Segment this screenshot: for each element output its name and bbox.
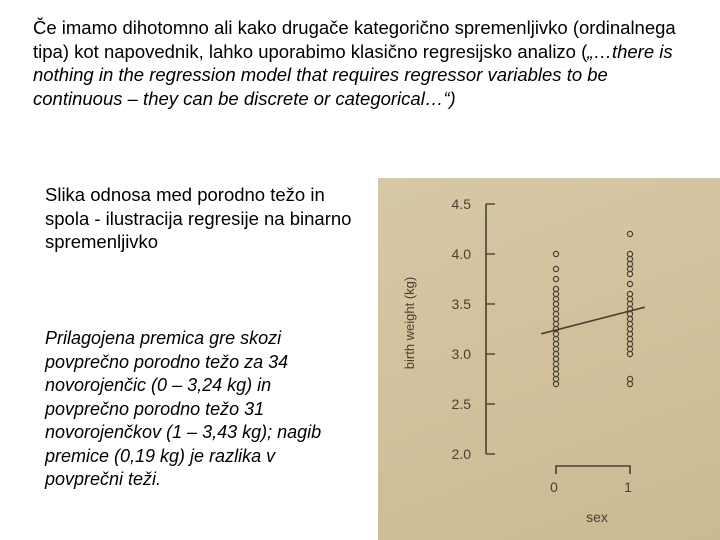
intro-quote: „…there is nothing in the regression model that requires regressor variables to be continuous – they can be discrete or categorical…“)	[33, 40, 673, 109]
scatter-plot	[378, 178, 720, 540]
y-axis-title: birth weight (kg)	[402, 276, 417, 370]
data-point	[553, 251, 558, 256]
intro-lead: Če imamo dihotomno ali kako drugače kategorično spremenljivko (ordinalnega tipa) kot napovednik, lahko uporabimo klasično regresijsko analizo (	[33, 17, 676, 62]
x-axis-line	[556, 466, 630, 474]
x-axis-title: sex	[586, 509, 608, 525]
data-point	[627, 281, 632, 286]
y-tick-label: 4.5	[451, 196, 471, 212]
intro-paragraph	[33, 16, 693, 110]
regression-note: Prilagojena premica gre skozi povprečno porodno težo za 34 novorojenčic (0 – 3,24 kg) in povprečno porodno težo 31 novorojenčkov (1 – 3,43 kg); nagib premice (0,19 kg) je razlika v povprečni teži.	[45, 328, 322, 489]
x-tick-label: 0	[550, 479, 558, 495]
figure-caption: Slika odnosa med porodno težo in spola - ilustracija regresije na binarno spremenljivko	[45, 184, 352, 252]
scatter-plot-photo	[378, 178, 720, 540]
data-point	[627, 231, 632, 236]
data-point	[553, 266, 558, 271]
y-tick-label: 2.5	[451, 396, 471, 412]
y-tick-label: 3.0	[451, 346, 471, 362]
y-tick-label: 2.0	[451, 446, 471, 462]
data-point	[553, 276, 558, 281]
x-tick-label: 1	[624, 479, 632, 495]
y-tick-label: 3.5	[451, 296, 471, 312]
y-tick-label: 4.0	[451, 246, 471, 262]
